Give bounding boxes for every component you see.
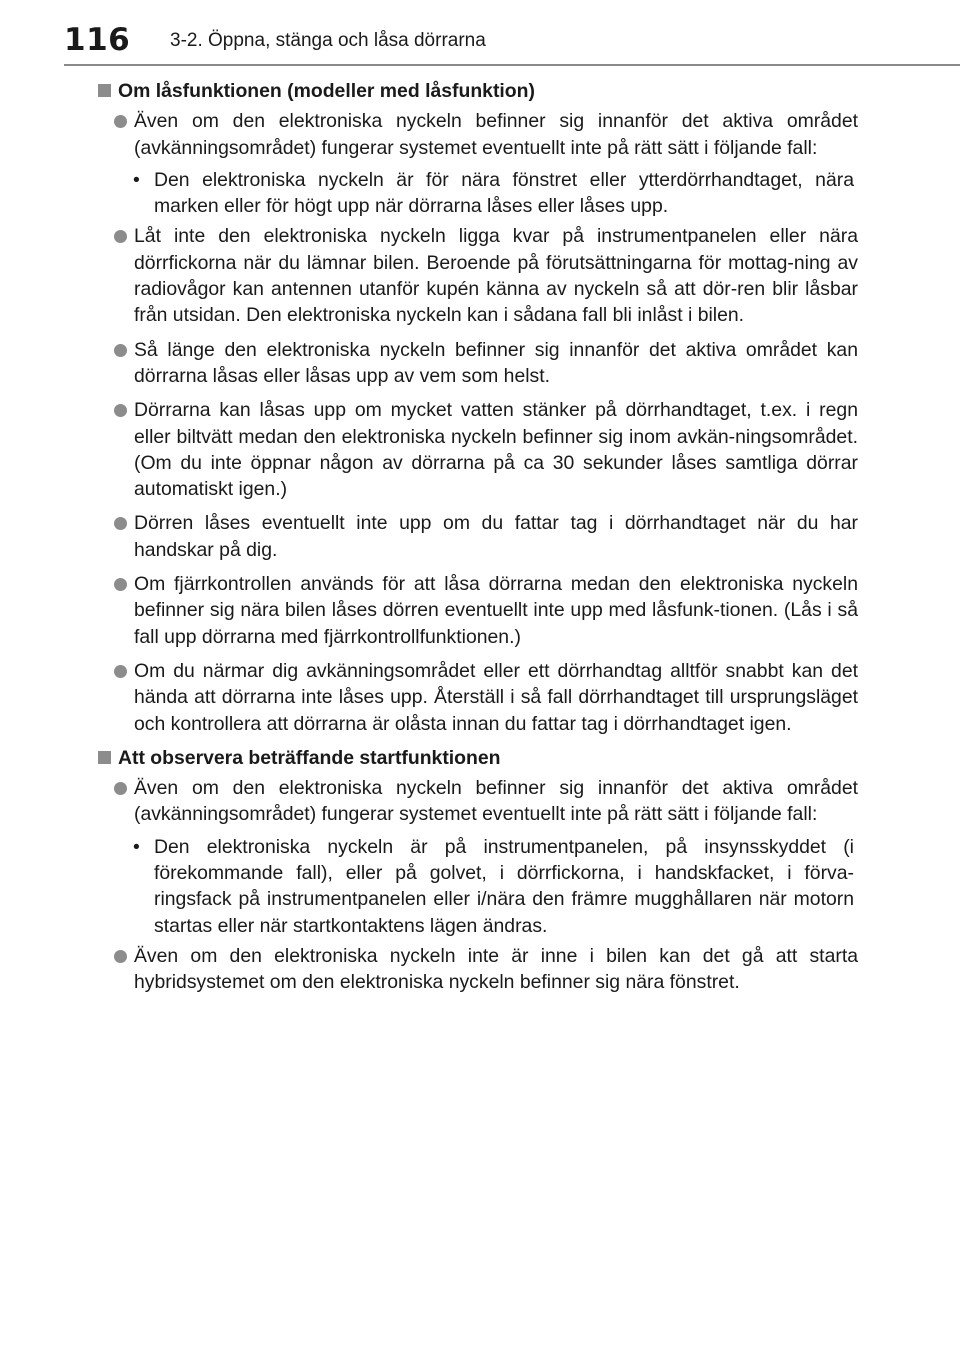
- sub-list-item-text: Den elektroniska nyckeln är för nära fönstret eller ytterdörrhandtaget, nära marken eller för högt upp när dörrarna låses eller låses upp.: [154, 168, 854, 218]
- page-content: [98, 78, 858, 1004]
- header-divider: [64, 64, 960, 66]
- circle-bullet-icon: [114, 344, 127, 357]
- circle-bullet-icon: [114, 782, 127, 795]
- page-number: 116: [64, 22, 131, 58]
- section-heading: [98, 745, 858, 771]
- square-bullet-icon: [98, 751, 111, 764]
- list-item-text: Så länge den elektroniska nyckeln befinner sig innanför det aktiva området kan dörrarna låsas eller låsas upp av vem som helst.: [134, 338, 858, 387]
- section-heading-text: Att observera beträffande startfunktionen: [118, 746, 501, 769]
- chapter-title: 3-2. Öppna, stänga och låsa dörrarna: [170, 30, 486, 51]
- circle-bullet-icon: [114, 578, 127, 591]
- section-heading-text: Om låsfunktionen (modeller med låsfunktion): [118, 80, 535, 102]
- circle-bullet-icon: [114, 115, 127, 128]
- sub-list-item-text: Den elektroniska nyckeln är på instrumentpanelen, på insynsskyddet (i förekommande fall), eller på golvet, i dörrfickorna, i handskfacket, i förva-ringsfack på instrumentpanelen eller i/nära den främre mugghållaren när motorn startas eller när startkontaktens lägen ändras.: [154, 835, 854, 937]
- list-item: [98, 510, 858, 563]
- list-item: [98, 397, 858, 502]
- list-item-text: Även om den elektroniska nyckeln befinner sig innanför det aktiva området (avkänningsområdet) fungerar systemet eventuellt inte på rätt sätt i följande fall:: [134, 777, 858, 826]
- list-item: [98, 337, 858, 390]
- list-item-text: Om fjärrkontrollen används för att låsa dörrarna medan den elektroniska nyckeln befinner sig nära bilen låses dörren eventuellt inte upp med låsfunk-tionen. (Lås i så fall upp dörrarna med fjärrkontrollfunktionen.): [134, 573, 858, 648]
- list-item: [98, 943, 858, 996]
- list-item-text: Dörren låses eventuellt inte upp om du fattar tag i dörrhandtaget när du har handskar på dig.: [134, 512, 858, 561]
- circle-bullet-icon: [114, 517, 127, 530]
- list-item: [98, 108, 858, 161]
- page-header: [0, 0, 960, 64]
- square-bullet-icon: [98, 84, 111, 97]
- list-item: [98, 571, 858, 650]
- circle-bullet-icon: [114, 404, 127, 417]
- list-item: [98, 775, 858, 828]
- circle-bullet-icon: [114, 665, 127, 678]
- list-item-text: Låt inte den elektroniska nyckeln ligga kvar på instrumentpanelen eller nära dörrfickorna när du lämnar bilen. Beroende på förutsättningarna för mottag-ning av radiovågor kan antennen utanför kupén känna av nyckeln så att dör-ren blir låsbar från utsidan. Den elektroniska nyckeln kan i sådana fall bli inlåst i bilen.: [134, 225, 858, 327]
- list-item-text: Dörrarna kan låsas upp om mycket vatten stänker på dörrhandtaget, t.ex. i regn eller biltvätt medan den elektroniska nyckeln befinner sig inom avkän-ningsområdet. (Om du inte öppnar någon av dörrarna på ca 30 sekunder låses samtliga dörrar automatiskt igen.): [134, 399, 858, 501]
- section-heading: [98, 78, 858, 104]
- sub-list-item: [98, 834, 858, 939]
- list-item-text: Även om den elektroniska nyckeln inte är inne i bilen kan det gå att starta hybridsystemet om den elektroniska nyckeln befinner sig nära fönstret.: [134, 944, 858, 994]
- list-item: [98, 658, 858, 737]
- dot-bullet-icon: •: [133, 168, 140, 191]
- list-item-text: Även om den elektroniska nyckeln befinner sig innanför det aktiva området (avkänningsområdet) fungerar systemet eventuellt inte på rätt sätt i följande fall:: [134, 110, 858, 159]
- list-item: [98, 223, 858, 328]
- circle-bullet-icon: [114, 950, 127, 963]
- circle-bullet-icon: [114, 230, 127, 243]
- dot-bullet-icon: •: [133, 835, 140, 858]
- list-item-text: Om du närmar dig avkänningsområdet eller ett dörrhandtag alltför snabbt kan det hända att dörrarna inte låses upp. Återställ i så fall dörrhandtaget till ursprungsläget och kontrollera att dörrarna är olåsta innan du fattar tag i dörrhandtaget igen.: [134, 659, 858, 735]
- sub-list-item: [98, 167, 858, 220]
